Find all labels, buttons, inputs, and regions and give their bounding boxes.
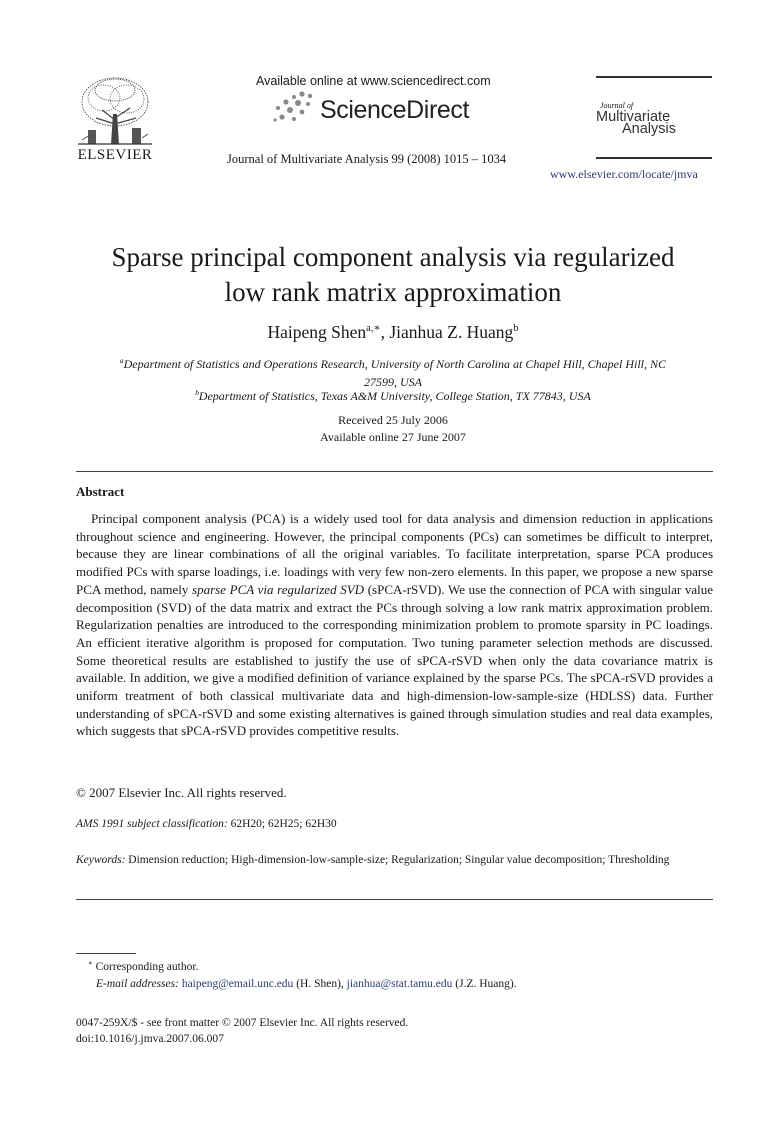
journal-logo-line2: Analysis <box>622 121 676 137</box>
affiliation-mark: b <box>195 389 199 397</box>
affiliation-text: Department of Statistics and Operations Research, University of North Carolina at Chapel Hill, Chapel Hill, NC <box>123 357 667 371</box>
journal-logo-line1: Multivariate <box>596 109 671 125</box>
journal-logo-bottom-rule <box>596 157 712 159</box>
affiliation-text: Department of Statistics, Texas A&M University, College Station, TX 77843, USA <box>198 389 591 403</box>
paper-title-line1: Sparse principal component analysis via regularized <box>111 242 675 272</box>
footnote-rule <box>76 953 136 954</box>
abstract-text <box>76 510 713 740</box>
keywords-label: Keywords: <box>76 854 126 866</box>
abstract-text-part: (sPCA-rSVD). We use the connection of PCA with singular value decomposition (SVD) of the data matrix and extract the PCs through solving a low rank matrix approximation problem. Regularization penalties are introduced to the corresponding minimization problem to promote sparsity in PC loadings. An efficient iterative algorithm is proposed for computation. Two tuning parameter selection methods are discussed. Some theoretical results are established to justify the use of sPCA-rSVD when only the data covariance matrix is available. In addition, we give a modified definition of variance explained by the sparse PCs. The sPCA-rSVD provides a uniform treatment of both classical multivariate data and high-dimension-low-sample-size (HDLSS) data. Further understanding of sPCA-rSVD and some existing alternatives is gained through simulation studies and real data examples, which suggests that sPCA-rSVD provides competitive results. <box>76 581 713 739</box>
corresponding-text: Corresponding author. <box>92 961 199 973</box>
corresponding-mark: ∗ <box>88 960 93 968</box>
sciencedirect-wordmark: ScienceDirect <box>320 96 470 124</box>
email-link-shen[interactable]: haipeng@email.unc.edu <box>181 978 294 990</box>
ams-label: AMS 1991 subject classification: <box>76 818 228 830</box>
email-link-huang[interactable]: jianhua@stat.tamu.edu <box>346 978 453 990</box>
journal-logo <box>596 111 716 135</box>
available-online-link[interactable]: Available online at www.sciencedirect.com <box>256 74 491 88</box>
journal-url-link[interactable]: www.elsevier.com/locate/jmva <box>550 167 698 181</box>
sciencedirect-dots-icon <box>272 90 318 124</box>
author-list <box>60 322 726 343</box>
email-addresses <box>96 978 517 990</box>
available-date: Available online 27 June 2007 <box>320 430 466 444</box>
journal-citation: Journal of Multivariate Analysis 99 (2008) 1015 – 1034 <box>227 152 507 166</box>
abstract-text-part: Principal component analysis (PCA) is a widely used tool for data analysis and dimension reduction in applications throughout science and engineering. However, the principal components (PCs) can sometimes be difficult to interpret, because they are linear combinations of all the original variables. To facilitate interpretation, sparse PCA produces modified PCs with sparse loadings, i.e. loadings with very few non-zero elements. In this paper, we propose a new sparse PCA method, namely <box>76 511 713 597</box>
affiliation-text-continued: 27599, USA <box>364 375 422 389</box>
divider-bottom <box>76 899 713 900</box>
author-name: Haipeng Shen <box>267 322 367 342</box>
doi[interactable]: doi:10.1016/j.jmva.2007.06.007 <box>76 1033 224 1045</box>
email-owner: (H. Shen), <box>293 978 347 990</box>
front-matter-note: 0047-259X/$ - see front matter © 2007 Elsevier Inc. All rights reserved. <box>76 1017 409 1029</box>
affiliation-mark: a <box>119 357 124 365</box>
affiliation-b <box>60 387 726 405</box>
ams-value: 62H20; 62H25; 62H30 <box>227 818 337 830</box>
email-owner: (J.Z. Huang). <box>452 978 517 990</box>
author-marks[interactable]: b <box>513 323 519 335</box>
publisher-name: ELSEVIER <box>77 147 153 163</box>
received-date: Received 25 July 2006 <box>338 413 448 427</box>
divider-top <box>76 471 713 472</box>
corresponding-author-note <box>88 961 198 973</box>
email-label: E-mail addresses: <box>96 978 179 990</box>
keywords <box>76 851 713 869</box>
method-name-emphasis: sparse PCA via regularized SVD <box>192 581 365 597</box>
journal-logo-small-text: Journal of <box>600 101 634 110</box>
journal-logo-top-rule <box>596 76 712 78</box>
author-separator: , <box>380 322 390 342</box>
affiliation-a <box>60 355 726 391</box>
keywords-value: Dimension reduction; High-dimension-low-sample-size; Regularization; Singular value decomposition; Thresholding <box>125 854 670 866</box>
author-marks[interactable]: a,∗ <box>366 323 381 335</box>
ams-classification <box>76 818 337 830</box>
paper-title-line2: low rank matrix approximation <box>224 277 562 307</box>
abstract-copyright: © 2007 Elsevier Inc. All rights reserved. <box>76 785 287 800</box>
author-name: Jianhua Z. Huang <box>389 322 514 342</box>
paper-title <box>60 240 726 310</box>
abstract-heading: Abstract <box>76 484 125 499</box>
